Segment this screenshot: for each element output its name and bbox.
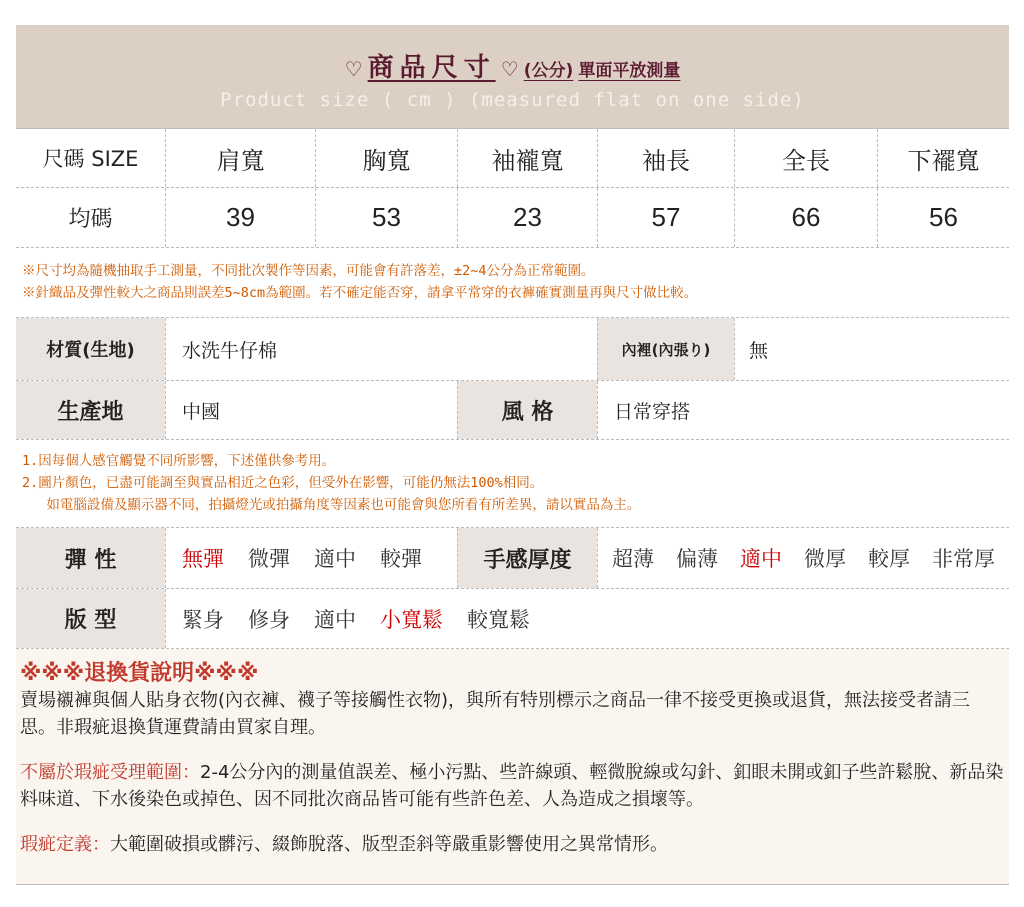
fit-options (165, 589, 1009, 648)
elasticity-option: 微彈 (248, 547, 290, 571)
fit-row (16, 589, 1009, 649)
return-policy (16, 649, 1009, 885)
style-label: 風 格 (457, 381, 597, 439)
thickness-option: 非常厚 (932, 547, 995, 571)
size-header-cell: 袖襱寬 (457, 129, 597, 187)
fit-option: 較寬鬆 (467, 607, 530, 632)
thickness-option: 較厚 (868, 547, 910, 571)
origin-row (16, 381, 1009, 440)
title-unit: (公分) (523, 61, 574, 81)
material-value: 水洗牛仔棉 (165, 318, 597, 380)
size-value-cell: 57 (597, 188, 734, 247)
size-header-cell: 尺碼 SIZE (42, 147, 139, 171)
size-header-cell: 下襬寬 (877, 129, 1009, 187)
elasticity-option: 較彈 (380, 547, 422, 571)
origin-value: 中國 (165, 381, 457, 439)
material-label: 材質(生地) (16, 318, 165, 380)
size-value-cell: 均碼 (68, 207, 113, 232)
heart-icon: ♡ (344, 57, 363, 81)
fit-label: 版 型 (16, 589, 165, 648)
policy-subheading: 不屬於瑕疵受理範圍： (20, 762, 200, 783)
policy-text: 2-4公分內的測量值誤差、極小污點、些許線頭、輕微脫線或勾針、釦眼未開或釦子些許鬆脫、新品染料味道、下水後染色或掉色、因不同批次商品皆可能有些許色差、人為造成之損壞等。 (20, 762, 1004, 810)
fit-option: 小寬鬆 (380, 607, 443, 632)
title-main: 商品尺寸 (367, 53, 496, 83)
color-note-line: 1.因每個人感官觸覺不同所影響，下述僅供參考用。 (22, 453, 336, 469)
size-value-cell: 56 (877, 188, 1009, 247)
title-method: 單面平放測量 (578, 61, 681, 81)
lining-value: 無 (734, 318, 1009, 380)
size-note-line: ※針織品及彈性較大之商品則誤差5~8cm為範圍。若不確定能否穿，請拿平常穿的衣褲確實測量再與尺寸做比較。 (22, 285, 698, 301)
size-value-cell: 39 (165, 188, 315, 247)
origin-label: 生產地 (16, 381, 165, 439)
thickness-option: 超薄 (612, 547, 654, 571)
size-notes (16, 248, 1009, 318)
size-header-cell: 肩寬 (165, 129, 315, 187)
thickness-option: 適中 (740, 547, 782, 571)
size-header-cell: 全長 (734, 129, 877, 187)
policy-subheading: 瑕疵定義： (20, 834, 110, 855)
thickness-option: 微厚 (804, 547, 846, 571)
thickness-option: 偏薄 (676, 547, 718, 571)
material-row (16, 318, 1009, 381)
elasticity-options (165, 528, 457, 588)
size-value-cell: 66 (734, 188, 877, 247)
header-banner (16, 25, 1009, 128)
policy-paragraph (20, 759, 1005, 813)
thickness-label: 手感厚度 (457, 528, 597, 588)
elasticity-label: 彈 性 (16, 528, 165, 588)
color-note-line: 2.圖片顏色，已盡可能調至與實品相近之色彩，但受外在影響，可能仍無法100%相同。 (22, 475, 544, 491)
elasticity-option: 適中 (314, 547, 356, 571)
color-note-line: 如電腦設備及顯示器不同，拍攝燈光或拍攝角度等因素也可能會與您所看有所差異，請以實品為主。 (22, 497, 641, 513)
elasticity-row (16, 528, 1009, 589)
color-notes (16, 440, 1009, 528)
size-header-cell: 胸寬 (315, 129, 457, 187)
fit-option: 修身 (248, 607, 290, 632)
size-value-cell: 53 (315, 188, 457, 247)
size-value-row (16, 188, 1009, 248)
thickness-options (597, 528, 1009, 588)
fit-option: 緊身 (182, 607, 224, 632)
lining-label: 內裡(內張り) (597, 318, 734, 380)
fit-option: 適中 (314, 607, 356, 632)
size-chart-card (16, 25, 1009, 885)
heart-icon: ♡ (500, 57, 519, 81)
size-note-line: ※尺寸均為隨機抽取手工測量，不同批次製作等因素，可能會有許落差，±2~4公分為正常範圍。 (22, 263, 595, 279)
size-header-row (16, 128, 1009, 188)
policy-text: 大範圍破損或髒污、綴飾脫落、版型歪斜等嚴重影響使用之異常情形。 (110, 834, 668, 855)
size-header-cell: 袖長 (597, 129, 734, 187)
header-subtitle: Product size ( cm ) (measured flat on one side) (220, 89, 805, 111)
size-value-cell: 23 (457, 188, 597, 247)
style-value: 日常穿搭 (597, 381, 1009, 439)
elasticity-option: 無彈 (182, 547, 224, 571)
policy-heading: ※※※退換貨說明※※※ (20, 661, 259, 686)
policy-paragraph: 賣場襯褲與個人貼身衣物(內衣褲、襪子等接觸性衣物)，與所有特別標示之商品一律不接受更換或退貨，無法接受者請三思。非瑕疵退換貨運費請由買家自理。 (20, 690, 971, 738)
header-title (16, 47, 1009, 84)
policy-paragraph (20, 831, 1005, 858)
